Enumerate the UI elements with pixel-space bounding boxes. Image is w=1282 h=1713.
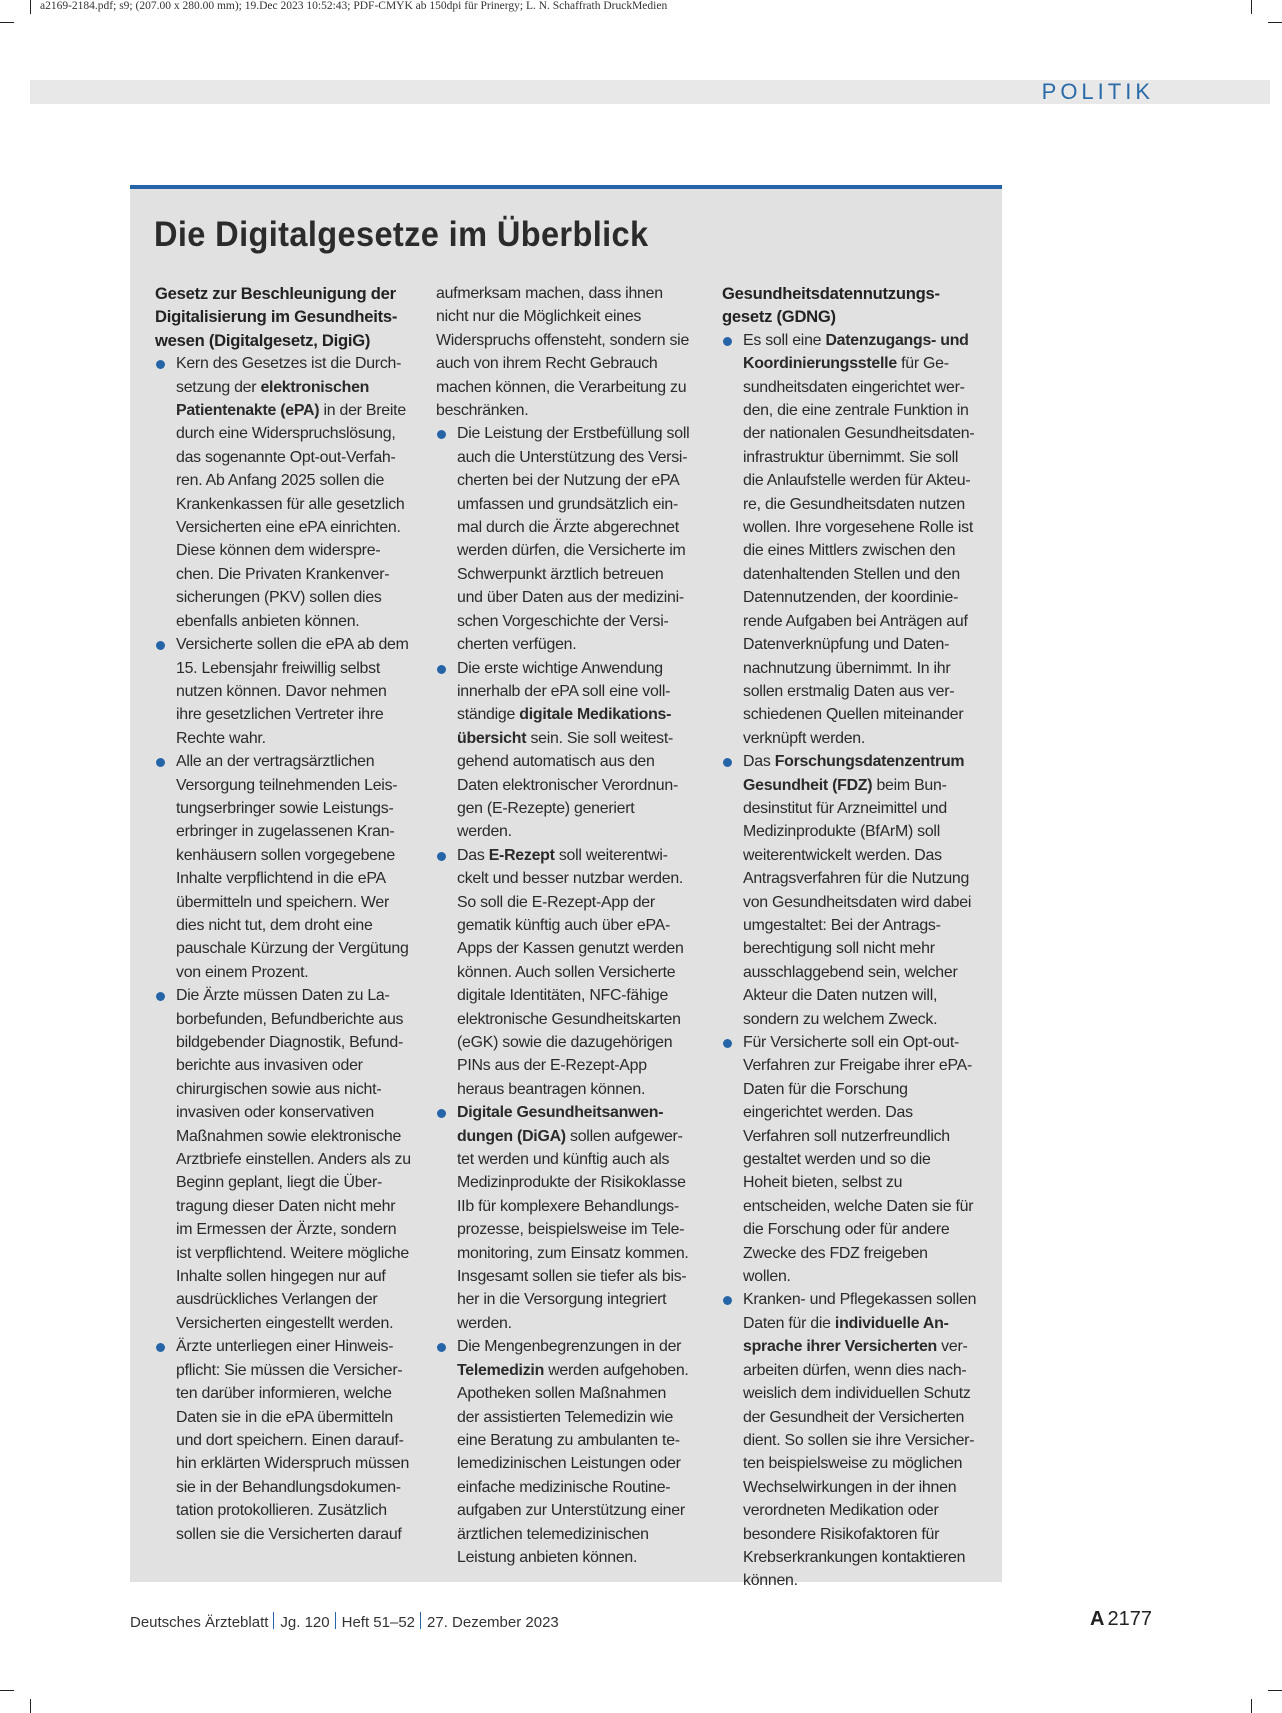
journal-issue: Heft 51–52 bbox=[341, 1614, 416, 1631]
bullet-icon bbox=[723, 337, 732, 346]
bullet-icon bbox=[723, 1296, 732, 1305]
bullet-icon bbox=[156, 992, 165, 1001]
list-item bbox=[436, 1101, 692, 1335]
item-text: Ärzte unterliegen einer Hinweispflicht: Sie müssen die Versicherten darüber informieren, welche Daten sie in die ePA übermitteln und dort speichern. Einen daraufhin erklärten Widerspruch müssen sie in der Behandlungsdokumentation protokollieren. Zusätzlich sollen sie die Versicherten darauf bbox=[176, 1338, 410, 1543]
item-text-continued: sein. Sie soll weitestgehend automatisch aus den Daten elektronischer Verordnungen (E-Rezepte) generiert werden. bbox=[457, 729, 679, 841]
list-item bbox=[436, 1335, 692, 1569]
list-item bbox=[722, 329, 978, 750]
crop-mark-top-right-h bbox=[1268, 22, 1282, 23]
page-number-block bbox=[1090, 1608, 1152, 1631]
item-emphasis: Digitale Gesundheitsanwendungen (DiGA) bbox=[457, 1104, 664, 1145]
item-text: Versicherte sollen die ePA ab dem 15. Lebensjahr freiwillig selbst nutzen können. Davor nehmen ihre gesetzlichen Vertreter ihre Rechte wahr. bbox=[176, 636, 409, 747]
item-emphasis: individuelle Ansprache ihrer Versicherten bbox=[743, 1314, 949, 1356]
item-text-continued: für Gesundheitsdaten eingerichtet werden, die eine zentrale Funktion in der nationalen Gesundheitsdateninfrastruktur übernimmt. Sie soll die Anlaufstelle werden für Akteure, die Gesundheitsdaten nutzen wollen. Ihre vorgesehene Rolle ist die eines Mittlers zwischen den datenhaltenden Stellen und den Datennutzenden, der koordinierende Aufgaben bei Anträgen auf Datenverknüpfung und Datennachnutzung übernimmt. In ihr sollen erstmalig Daten aus verschiedenen Quellen miteinander verknüpft werden. bbox=[743, 355, 975, 747]
crop-mark-bottom-right-h bbox=[1268, 1690, 1282, 1691]
list-item bbox=[436, 844, 692, 1101]
item-text: Für Versicherte soll ein Opt-out-Verfahren zur Freigabe ihrer ePA-Daten für die Forschung eingerichtet werden. Das Verfahren soll nutzerfreundlich gestaltet werden und so die Hoheit bieten, selbst zu entscheiden, welche Daten sie für die Forschung oder für andere Zwecke des FDZ freigeben wollen. bbox=[743, 1034, 974, 1286]
item-text-continued: beim Bundesinstitut für Arzneimittel und Medizinprodukte (BfArM) soll weiterentwickelt werden. Das Antragsverfahren für die Nutzung von Gesundheitsdaten wird dabei umgestaltet: Bei der Antragsberechtigung soll nicht mehr ausschlaggebend sein, welcher Akteur die Daten nutzen will, sondern zu welchem Zweck. bbox=[743, 776, 972, 1028]
list-item bbox=[155, 1335, 411, 1546]
item-text: Kranken- und Pflegekassen sollen Daten für die bbox=[743, 1291, 977, 1332]
item-emphasis: digitale Medikationsübersicht bbox=[457, 706, 672, 747]
continuation-text: aufmerksam machen, dass ihnen nicht nur die Möglichkeit eines Widerspruchs offensteht, sondern sie auch von ihrem Recht Gebrauch machen können, die Verarbeitung zu beschränken. bbox=[436, 285, 690, 420]
item-text: Das bbox=[457, 846, 489, 864]
crop-mark-top-left-h bbox=[0, 22, 14, 23]
bullet-list-digig bbox=[155, 352, 411, 1546]
bullet-icon bbox=[156, 1343, 165, 1352]
item-emphasis: Telemedizin bbox=[457, 1361, 545, 1379]
list-item bbox=[436, 657, 692, 844]
page-prefix: A bbox=[1090, 1608, 1105, 1630]
bullet-icon bbox=[156, 758, 165, 767]
journal-name: Deutsches Ärzteblatt bbox=[130, 1614, 269, 1631]
crop-mark-bottom-left-h bbox=[0, 1690, 14, 1691]
bullet-icon bbox=[156, 360, 165, 369]
crop-mark-top-left bbox=[30, 0, 31, 14]
item-text: Die Mengenbegrenzungen in der bbox=[457, 1338, 682, 1356]
bullet-icon bbox=[437, 430, 446, 439]
journal-volume: Jg. 120 bbox=[280, 1614, 330, 1631]
item-text-continued: verarbeiten dürfen, wenn dies nachweislich dem individuellen Schutz der Gesundheit der Versicherten dient. So sollen sie ihre Versicherten beispielsweise zu möglichen Wechselwirkungen in der ihnen verordneten Medikation oder besondere Risikofaktoren für Krebserkrankungen kontaktieren können. bbox=[743, 1338, 975, 1590]
bullet-list-digig-continued bbox=[436, 422, 692, 1569]
bullet-list-gdng bbox=[722, 329, 978, 1593]
footer-separator bbox=[335, 1612, 336, 1629]
column-digig bbox=[155, 282, 411, 1546]
list-item bbox=[436, 422, 692, 656]
item-text-continued: sollen aufgewertet werden und künftig auch als Medizinprodukte der Risikoklasse IIb für komplexere Behandlungsprozesse, beispielsweise im Telemonitoring, zum Einsatz kommen. Insgesamt sollen sie tiefer als bisher in die Versorgung integriert werden. bbox=[457, 1127, 689, 1332]
journal-date: 27. Dezember 2023 bbox=[427, 1614, 559, 1631]
item-emphasis: Datenzugangs- und Koordinierungsstelle bbox=[743, 331, 969, 373]
page-number: 2177 bbox=[1107, 1608, 1152, 1630]
item-text: Die Ärzte müssen Daten zu Laborbefunden, Befundberichte aus bildgebender Diagnostik, Befundberichte aus invasiven oder chirurgischen sowie aus nichtinvasiven oder konservativen Maßnahmen sowie elektronische Arztbriefe einstellen. Anders als zu Beginn geplant, liegt die Übertragung dieser Daten nicht mehr im Ermessen der Ärzte, sondern ist verpflichtend. Weitere mögliche Inhalte sollen hingegen nur auf ausdrückliches Verlangen der Versicherten eingestellt werden. bbox=[176, 987, 411, 1332]
bullet-icon bbox=[437, 1343, 446, 1352]
item-text-continued: in der Breite durch eine Widerspruchslösung, das sogenannte Opt-out-Verfahren. Ab Anfang 2025 sollen die Krankenkassen für alle gesetzlich Versicherten eine ePA einrichten. Diese können dem widersprechen. Die Privaten Krankenversicherungen (PKV) sollen dies ebenfalls anbieten können. bbox=[176, 402, 406, 630]
item-text-continued: soll weiterentwickelt und besser nutzbar werden. So soll die E-Rezept-App der gematik künftig auch über ePA-Apps der Kassen genutzt werden können. Auch sollen Versicherte digitale Identitäten, NFC-fähige elektronische Gesundheitskarten (eGK) sowie die dazugehörigen PINs aus der E-Rezept-App heraus beantragen können. bbox=[457, 846, 684, 1098]
section-label: POLITIK bbox=[1041, 79, 1154, 104]
section-heading-gdng: Gesundheitsdatennutzungsgesetz (GDNG) bbox=[722, 284, 941, 327]
list-item bbox=[155, 352, 411, 633]
item-text: Alle an der vertragsärztlichen Versorgung teilnehmenden Leistungserbringer sowie Leistungserbringer in zugelassenen Krankenhäusern sollen vorgegebene Inhalte verpflichtend in die ePA übermitteln und speichern. Wer dies nicht tut, dem droht eine pauschale Kürzung der Vergütung von einem Prozent. bbox=[176, 753, 409, 981]
bullet-icon bbox=[437, 1109, 446, 1118]
bullet-icon bbox=[156, 641, 165, 650]
crop-mark-bottom-left bbox=[30, 1699, 31, 1713]
list-item bbox=[155, 750, 411, 984]
bullet-icon bbox=[723, 758, 732, 767]
crop-mark-top-right bbox=[1251, 0, 1252, 14]
bullet-icon bbox=[437, 665, 446, 674]
box-title: Die Digitalgesetze im Überblick bbox=[154, 215, 649, 254]
list-item bbox=[722, 750, 978, 1031]
item-text-continued: werden aufgehoben. Apotheken sollen Maßnahmen der assistierten Telemedizin wie eine Beratung zu ambulanten telemedizinischen Leistungen oder einfache medizinische Routineaufgaben zur Unterstützung einer ärztlichen telemedizinischen Leistung anbieten können. bbox=[457, 1361, 689, 1566]
column-digig-continued bbox=[436, 282, 692, 1569]
list-item bbox=[722, 1288, 978, 1592]
footer-separator bbox=[420, 1612, 421, 1629]
bullet-icon bbox=[723, 1039, 732, 1048]
item-emphasis: elektronischen Patientenakte (ePA) bbox=[176, 378, 370, 420]
item-text: Die Leistung der Erstbefüllung soll auch die Unterstützung des Versicherten bei der Nutzung der ePA umfassen und grundsätzlich einmal durch die Ärzte abgerechnet werden dürfen, die Versicherte im Schwerpunkt ärztlich betreuen und über Daten aus der medizinischen Vorgeschichte der Versicherten verfügen. bbox=[457, 425, 690, 654]
crop-mark-bottom-right bbox=[1251, 1699, 1252, 1713]
list-item bbox=[722, 1031, 978, 1288]
info-box bbox=[130, 185, 1002, 1590]
list-item bbox=[155, 633, 411, 750]
print-metadata-line: a2169-2184.pdf; s9; (207.00 x 280.00 mm); 19.Dec 2023 10:52:43; PDF-CMYK ab 150dpi für Prinergy; L. N. Schaffrath DruckMedien bbox=[40, 0, 668, 12]
item-text: Es soll eine bbox=[743, 331, 826, 349]
column-gdng bbox=[722, 282, 978, 1593]
item-emphasis: Forschungsdatenzentrum Gesundheit (FDZ) bbox=[743, 753, 965, 794]
item-text: Das bbox=[743, 753, 775, 771]
footer-citation bbox=[130, 1612, 559, 1631]
list-item bbox=[155, 984, 411, 1335]
footer-separator bbox=[273, 1612, 274, 1629]
bullet-icon bbox=[437, 852, 446, 861]
item-text: Kern des Gesetzes ist die Durchsetzung der bbox=[176, 355, 402, 396]
item-text: Die erste wichtige Anwendung innerhalb der ePA soll eine vollständige bbox=[457, 659, 671, 724]
item-emphasis: E-Rezept bbox=[488, 846, 555, 864]
section-heading-digig: Gesetz zur Beschleunigung der Digitalisierung im Gesundheitswesen (Digitalgesetz, DigiG) bbox=[155, 284, 398, 350]
